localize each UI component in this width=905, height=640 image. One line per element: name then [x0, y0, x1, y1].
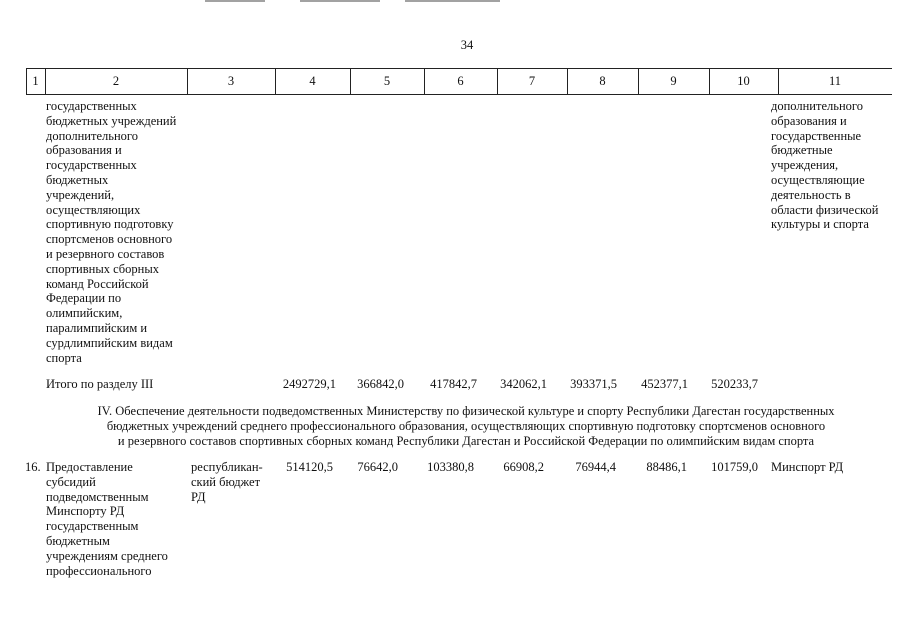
column-header: 11: [828, 74, 842, 88]
scan-artifact: [405, 0, 500, 2]
total-value: 520233,7: [711, 377, 758, 391]
column-header: 10: [737, 74, 750, 88]
total-value: 342062,1: [500, 377, 547, 391]
scan-artifact: [205, 0, 265, 2]
row-description: Предоставление субсидий подведомственным Минспорту РД государственным бюджетным учреждениям среднего профессионального: [46, 460, 168, 578]
total-value: 2492729,1: [282, 377, 336, 391]
total-value: 366842,0: [357, 377, 404, 391]
continued-description: государственных бюджетных учреждений дополнительного образования и государственных бюджетных учреждений, осуществляющих спортивную подготовку спортсменов основного и резервного составов спортивных сборных команд Российской Федерации по олимпийским, паралимпийским и сурдлимпийским видам спорта: [46, 99, 177, 365]
column-header: 5: [383, 74, 391, 88]
funding-source: республикан- ский бюджет РД: [191, 460, 263, 504]
column-header: 8: [599, 74, 606, 88]
column-header: 7: [528, 74, 536, 88]
column-header: 3: [227, 74, 235, 88]
row-number: 16.: [25, 460, 41, 474]
row-value: 101759,0: [711, 460, 758, 474]
column-header: 6: [457, 74, 464, 88]
section-heading-line: и резервного составов спортивных сборных команд Республики Дагестан и Российской Федерации по олимпийским видам спорта: [117, 434, 815, 448]
row-value: 76642,0: [357, 460, 398, 474]
row-value: 88486,1: [646, 460, 687, 474]
row-value: 514120,5: [286, 460, 333, 474]
column-header: 1: [32, 74, 39, 88]
row-value: 76944,4: [575, 460, 616, 474]
row-executor: Минспорт РД: [771, 460, 844, 474]
header-bottom-rule: [26, 94, 892, 95]
row-value: 66908,2: [503, 460, 544, 474]
scan-artifact: [300, 0, 380, 2]
row-value: 103380,8: [427, 460, 474, 474]
column-header: 9: [670, 74, 677, 88]
section-heading-line: IV. Обеспечение деятельности подведомственных Министерству по физической культуре и спорту Республики Дагестан государственных: [97, 404, 835, 418]
total-value: 417842,7: [430, 377, 477, 391]
total-label: Итого по разделу III: [46, 377, 154, 391]
page-number: 34: [460, 38, 474, 52]
total-value: 393371,5: [570, 377, 617, 391]
continued-executor: дополнительного образования и государственные бюджетные учреждения, осуществляющие деятельность в области физической культуры и спорта: [771, 99, 879, 232]
section-heading-line: бюджетных учреждений среднего профессионального образования, осуществляющих спортивную подготовку спортсменов основного: [106, 419, 826, 433]
column-header: 2: [112, 74, 120, 88]
column-header: 4: [309, 74, 316, 88]
total-value: 452377,1: [641, 377, 688, 391]
